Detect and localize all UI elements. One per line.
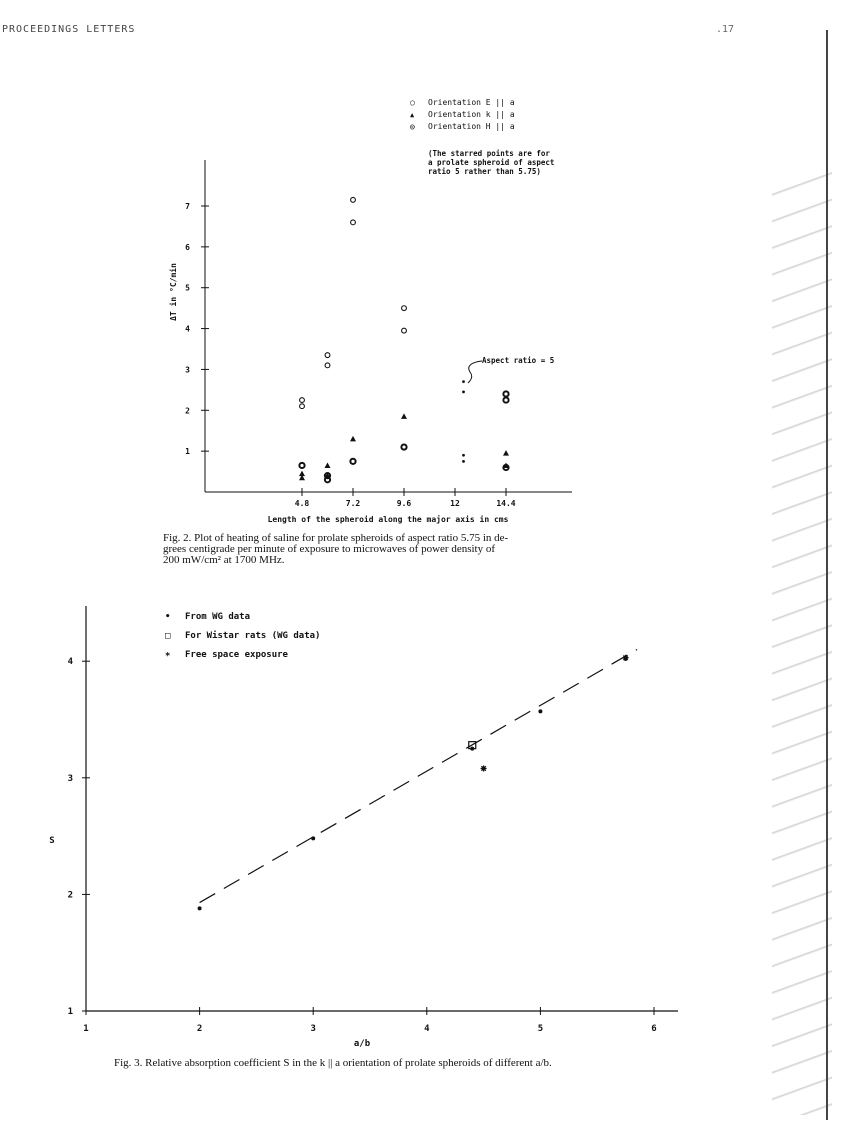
figure-2-caption [163,533,583,566]
fig2-x-tick-label: 4.8 [294,499,310,508]
caption-line: Fig. 2. Plot of heating of saline for prolate spheroids of aspect ratio 5.75 in de- [163,532,509,544]
star-marker-icon: ∗ [165,650,171,660]
fig3-x-tick-label: 3 [310,1024,316,1034]
fig2-point-ring [503,391,508,396]
fig2-legend-label: Orientation H || a [428,122,515,131]
fig2-point-ring [350,459,355,464]
fig2-point-open-circle [300,404,305,409]
fig2-legend-label: Orientation k || a [428,110,515,119]
fig2-point-triangle [325,462,331,468]
fig3-x-tick-label: 2 [196,1024,203,1034]
fig3-y-tick-label: 3 [67,773,73,784]
fig2-x-tick-label: 9.6 [396,499,412,508]
fig2-point-open-circle [325,363,330,368]
fig2-legend [410,97,515,133]
fig3-x-tick-label: 1 [83,1024,89,1034]
fig3-point-dot [311,836,315,840]
fig3-point-dot [538,709,542,713]
fig3-x-tick-label: 6 [651,1024,657,1034]
fig3-y-axis-label: S [49,836,55,846]
fig2-point-star [462,380,465,383]
running-head: PROCEEDINGS LETTERS [2,24,136,35]
fig2-point-open-circle [325,353,330,358]
fig2-y-tick-label: 1 [185,447,190,457]
fig3-legend-item [165,608,320,627]
fig2-y-tick-label: 4 [185,324,190,334]
fig2-x-axis-label: Length of the spheroid along the major axis in cms [267,515,509,524]
fig2-y-tick-label: 5 [185,283,190,293]
fig2-y-tick-label: 7 [185,202,190,211]
fig2-point-triangle [299,471,305,477]
fig2-point-ring [503,397,508,402]
fig2-y-tick-label: 3 [185,365,190,375]
triangle-marker-icon: ▲ [410,111,415,119]
fig2-point-open-circle [402,306,407,311]
fig3-y-tick-label: 1 [67,1007,73,1017]
fig3-legend-label: From WG data [185,612,251,622]
fig2-point-triangle [401,413,407,419]
open-circle-marker-icon: ○ [410,98,415,107]
figure-3-caption: Fig. 3. Relative absorption coefficient S in the k || a orientation of prolate spheroids of different a/b. [114,1057,552,1069]
fig2-point-open-circle [351,197,356,202]
note-line: (The starred points are for [428,149,550,158]
fig3-point-dot [198,906,202,910]
fig2-legend-item [410,121,515,133]
fig2-y-tick-label: 2 [185,406,190,416]
fig3-x-tick-label: 4 [424,1024,430,1034]
fig2-point-open-circle [402,328,407,333]
fig3-legend-item [165,627,320,646]
fig2-note [428,149,554,176]
fig2-point-open-circle [300,398,305,403]
fig2-point-triangle [503,450,509,456]
page-number: .17 [716,24,735,35]
fig2-point-ring [401,444,406,449]
fig3-x-tick-label: 5 [537,1024,544,1034]
fig3-x-axis-label: a/b [353,1039,371,1049]
fig3-legend-label: Free space exposure [185,650,288,660]
fig2-point-open-circle [351,220,356,225]
fig2-point-star [462,391,465,394]
fig2-x-tick-label: 7.2 [345,499,361,508]
aspect-ratio-annotation: Aspect ratio = 5 [482,356,555,365]
square-marker-icon: □ [165,631,171,641]
fig3-legend-item [165,646,320,665]
fig3-legend [165,608,320,665]
fig2-point-star [462,454,465,457]
fig2-x-tick-label: 14.4 [496,499,516,508]
fig2-point-star [462,460,465,463]
ring-marker-icon: ◎ [410,122,415,131]
fig2-annotation-pointer [468,361,482,383]
fig2-legend-item [410,109,515,121]
fig3-fit-line [200,650,637,903]
fig2-y-tick-label: 6 [185,242,190,252]
fig2-point-triangle [350,436,356,442]
fig2-y-axis-label: ΔT in °C/min [169,263,178,321]
caption-line: 200 mW/cm² at 1700 MHz. [163,554,285,566]
fig3-y-tick-label: 2 [67,890,73,901]
note-line: ratio 5 rather than 5.75) [428,167,541,176]
fig2-point-ring [299,463,304,468]
dot-marker-icon: • [165,612,171,622]
note-line: a prolate spheroid of aspect [428,158,555,167]
fig2-x-tick-label: 12 [450,499,460,508]
fig3-legend-label: For Wistar rats (WG data) [185,631,321,641]
fig3-y-tick-label: 4 [67,657,73,668]
fig3-point-star [481,765,487,771]
fig3-point-star [623,655,629,661]
fig2-legend-item [410,97,515,109]
fig2-legend-label: Orientation E || a [428,98,515,107]
caption-line: grees centigrade per minute of exposure to microwaves of power density of [163,543,496,555]
